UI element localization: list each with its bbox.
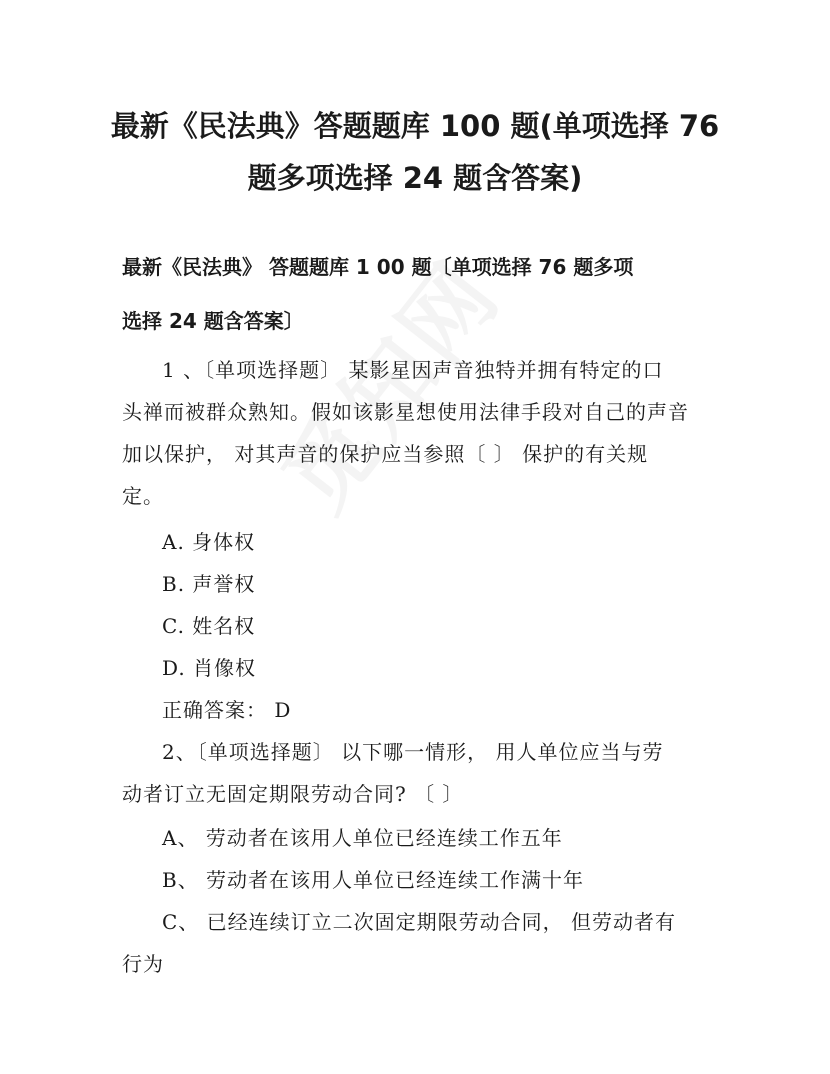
q1-text-line-4: 定。 — [122, 484, 164, 508]
title-line-2: 题多项选择 24 题含答案) — [247, 161, 583, 195]
document-title — [60, 100, 770, 204]
q1-option-d: D. 肖像权 — [162, 656, 257, 680]
q2-option-b: B、 劳动者在该用人单位已经连续工作满十年 — [162, 868, 585, 892]
q2-text-line-1: 2、〔单项选择题〕 以下哪一情形， 用人单位应当与劳 — [162, 740, 664, 764]
subtitle-line-2: 选择 24 题含答案〕 — [122, 309, 304, 333]
q2-option-c: C、 已经连续订立二次固定期限劳动合同， 但劳动者有 — [162, 910, 677, 934]
q1-option-c: C. 姓名权 — [162, 614, 256, 638]
q1-text-line-2: 头禅而被群众熟知。假如该影星想使用法律手段对自己的声音 — [122, 400, 689, 424]
subtitle-line-1: 最新《民法典》 答题题库 1 00 题〔单项选择 76 题多项 — [122, 255, 634, 279]
title-line-1: 最新《民法典》答题题库 100 题(单项选择 76 — [110, 109, 720, 143]
q1-text-line-3: 加以保护， 对其声音的保护应当参照〔 〕 保护的有关规 — [122, 442, 649, 466]
q1-answer: 正确答案： D — [162, 698, 292, 722]
q1-text-line-1: 1 、〔单项选择题〕 某影星因声音独特并拥有特定的口 — [162, 358, 664, 382]
q1-option-a: A. 身体权 — [162, 530, 256, 554]
q2-option-a: A、 劳动者在该用人单位已经连续工作五年 — [162, 826, 563, 850]
q2-option-c-continued: 行为 — [122, 952, 164, 976]
q1-option-b: B. 声誉权 — [162, 572, 256, 596]
q2-text-line-2: 动者订立无固定期限劳动合同? 〔 〕 — [122, 782, 464, 806]
